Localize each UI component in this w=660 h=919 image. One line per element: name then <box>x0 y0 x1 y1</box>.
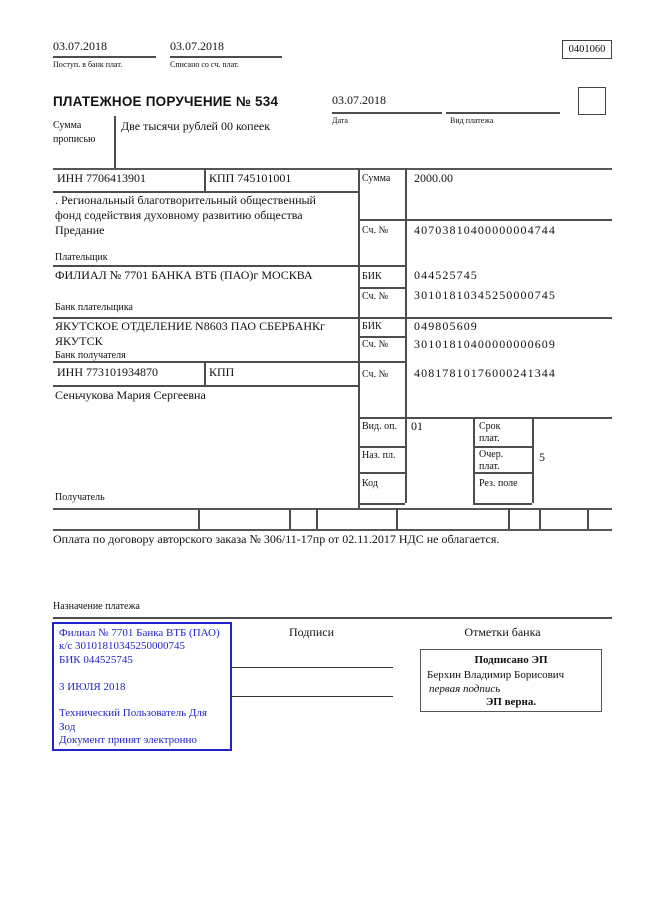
ocher-value: 5 <box>539 450 545 464</box>
op-type-label: Вид. оп. <box>362 421 397 432</box>
payee-bank-caption: Банк получателя <box>55 350 126 361</box>
payee-account-label: Сч. № <box>362 369 389 380</box>
amount-words-label-1: Сумма <box>53 120 82 131</box>
document-date: 03.07.2018 <box>332 93 386 107</box>
field-cell-divider <box>539 508 541 529</box>
table-top-line <box>53 168 612 170</box>
amount-words-divider <box>114 116 116 168</box>
esign-note: первая подпись <box>429 683 501 695</box>
label-column-divider <box>405 168 407 503</box>
field-cell-divider <box>396 508 398 529</box>
inn2-kpp-divider <box>204 361 206 385</box>
payer-kpp: КПП 745101001 <box>209 171 292 185</box>
payer-account: 40703810400000004744 <box>414 223 556 237</box>
form-code-box: 0401060 <box>562 40 612 59</box>
purpose-caption: Назначение платежа <box>53 601 140 612</box>
payer-caption: Плательщик <box>55 252 108 263</box>
document-title: ПЛАТЕЖНОЕ ПОРУЧЕНИЕ № 534 <box>53 94 279 109</box>
srok-right-divider <box>532 417 534 503</box>
table-bottom-line <box>53 508 612 510</box>
stamp-line: Зод <box>59 720 76 733</box>
field-cell-divider <box>587 508 589 529</box>
payer-name-line3: Предание <box>55 223 105 237</box>
payee-account: 40817810176000241344 <box>414 366 556 380</box>
field-cell-divider <box>508 508 510 529</box>
amount-words-value: Две тысячи рублей 00 копеек <box>121 119 271 133</box>
payee-bank-account-label: Сч. № <box>362 339 389 350</box>
rez-label: Рез. поле <box>479 478 518 489</box>
signatures-label: Подписи <box>288 625 335 639</box>
inn-kpp-divider <box>204 168 206 191</box>
payment-kind-label: Вид платежа <box>450 116 494 125</box>
received-date-underline <box>53 56 156 58</box>
esign-verdict: ЭП верна. <box>485 696 537 708</box>
naz-cell-line <box>358 472 405 474</box>
debited-date-label: Списано со сч. плат. <box>170 60 239 69</box>
payer-bank-account-label: Сч. № <box>362 291 389 302</box>
date-underline <box>332 112 442 114</box>
details-top-line <box>358 417 612 419</box>
naz-label: Наз. пл. <box>362 450 396 461</box>
esign-title: Подписано ЭП <box>474 654 548 666</box>
payee-bank-name-line1: ЯКУТСКОЕ ОТДЕЛЕНИЕ N8603 ПАО СБЕРБАНКг <box>55 319 325 333</box>
status-checkbox <box>578 87 606 115</box>
op-cell-line <box>358 446 405 448</box>
kod-cell-line <box>358 503 405 505</box>
stamp-line <box>54 694 230 707</box>
payer-bank-bik-label: БИК <box>362 271 382 282</box>
payer-account-label: Сч. № <box>362 225 389 236</box>
date-label: Дата <box>332 116 348 125</box>
stamp-line: 3 ИЮЛЯ 2018 <box>59 680 126 693</box>
sum-value: 2000.00 <box>414 171 453 185</box>
payment-kind-underline <box>446 112 560 114</box>
payee-inn: ИНН 773101934870 <box>57 365 158 379</box>
srok-left-divider <box>473 417 475 503</box>
payer-bank-name: ФИЛИАЛ № 7701 БАНКА ВТБ (ПАО)г МОСКВА <box>55 268 313 282</box>
bank-marks-label: Отметки банка <box>464 625 541 639</box>
payee-bank-bik-label: БИК <box>362 321 382 332</box>
field-cell-divider <box>198 508 200 529</box>
stamp-line: Технический Пользователь Для <box>59 707 207 720</box>
stamp-line: БИК 044525745 <box>59 653 133 666</box>
payee-kpp-label: КПП <box>209 365 235 379</box>
rez-cell-line <box>473 503 532 505</box>
stamp-line: к/с 30101810345250000745 <box>59 640 186 653</box>
received-date-label: Поступ. в банк плат. <box>53 60 123 69</box>
amount-words-label-2: прописью <box>53 134 96 145</box>
stamp-line: Филиал № 7701 Банка ВТБ (ПАО) <box>59 627 220 639</box>
stamp-line <box>54 667 230 680</box>
payer-name-line2: фонд содействия духовному развитию общества <box>55 208 303 222</box>
fields-row-bottom-line <box>53 529 612 531</box>
stamp-line: Документ принят электронно <box>59 734 197 747</box>
payee-bank-account: 30101810400000000609 <box>414 337 556 351</box>
received-date: 03.07.2018 <box>53 39 107 53</box>
debited-date: 03.07.2018 <box>170 39 224 53</box>
sum-row-line <box>358 219 612 221</box>
signature-line-2 <box>230 696 393 697</box>
bik1-cell-line <box>358 287 405 289</box>
op-type-value: 01 <box>411 419 423 433</box>
purpose-text: Оплата по договору авторского заказа № 306/11-17пр от 02.11.2017 НДС не облагается. <box>53 532 500 546</box>
esign-box <box>420 649 602 712</box>
kod-label: Код <box>362 478 378 489</box>
sum-label: Сумма <box>362 173 391 184</box>
debited-date-underline <box>170 56 282 58</box>
payee-name: Сеньчукова Мария Сергеевна <box>55 388 206 402</box>
payee-bank-bik: 049805609 <box>414 319 478 333</box>
field-cell-divider <box>289 508 291 529</box>
srok-cell-line <box>473 446 532 448</box>
field-cell-divider <box>316 508 318 529</box>
payer-name-line1: . Региональный благотворительный общественный <box>55 193 316 207</box>
payer-inn: ИНН 7706413901 <box>57 171 146 185</box>
payer-caption-line <box>53 265 405 267</box>
purpose-caption-line <box>53 617 612 619</box>
esign-name: Берхин Владимир Борисович <box>427 669 565 681</box>
payer-bank-account: 30101810345250000745 <box>414 288 556 302</box>
bik2-cell-line <box>358 336 405 338</box>
inn2-row-line <box>53 385 358 387</box>
ocher-label: Очер. плат. <box>479 449 504 472</box>
main-vertical-divider <box>358 168 360 508</box>
payer-bank-bik: 044525745 <box>414 268 478 282</box>
payee-bank-name-line2: ЯКУТСК <box>55 334 103 348</box>
signature-line-1 <box>230 667 393 668</box>
bank-stamp-block <box>52 622 232 751</box>
payer-bank-caption: Банк плательщика <box>55 302 133 313</box>
srok-label: Срок плат. <box>479 421 501 444</box>
payee-caption: Получатель <box>55 492 105 503</box>
